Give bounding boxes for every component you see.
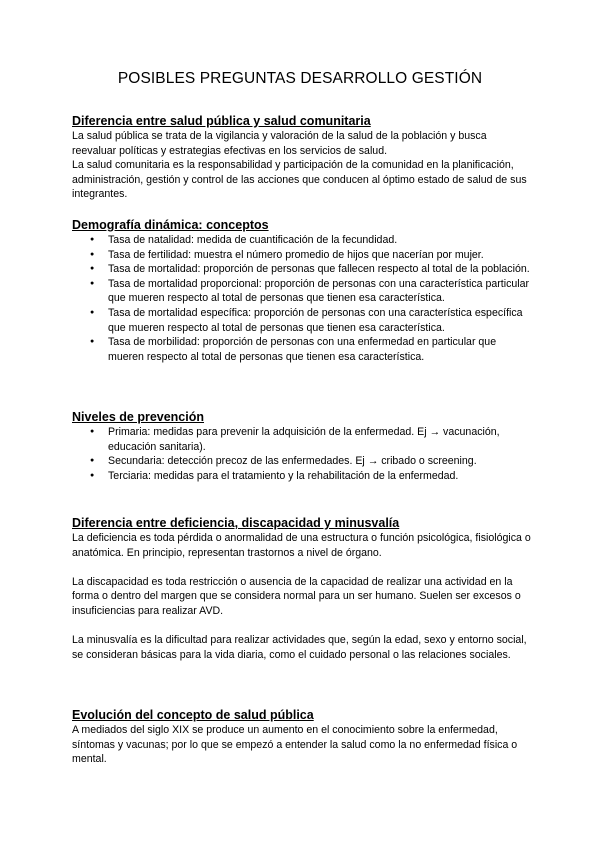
paragraph: La minusvalía es la dificultad para realizar actividades que, según la edad, sexo y entorno social, se consideran básicas para la vida diaria, como el cuidado personal o las relaciones sociales. [72, 634, 527, 661]
section-deficiencia [72, 516, 532, 662]
section-prevencion [72, 410, 532, 483]
paragraph: A mediados del siglo XIX se produce un aumento en el conocimiento sobre la enfermedad, síntomas y vacunas; por lo que se empezó a entender la salud como la no enfermedad física o mental. [72, 724, 518, 766]
paragraph: La salud pública se trata de la vigilancia y valoración de la salud de la población y busca reevaluar políticas y estrategias efectivas en los servicios de salud. [72, 130, 487, 157]
document-title: POSIBLES PREGUNTAS DESARROLLO GESTIÓN [117, 70, 483, 87]
list-item: ● Primaria: medidas para prevenir la adquisición de la enfermedad. Ej → vacunación, educación sanitaria). [72, 425, 532, 454]
section-heading: Demografía dinámica: conceptos [72, 218, 269, 232]
section-heading: Diferencia entre salud pública y salud comunitaria [72, 114, 371, 128]
list-item: ● Tasa de mortalidad específica: proporción de personas con una característica específica que mueren respecto al total de personas que tienen esa característica. [72, 306, 532, 335]
section-evolucion [72, 708, 532, 767]
paragraph: La discapacidad es toda restricción o ausencia de la capacidad de realizar una actividad en la forma o dentro del margen que se considera normal para un ser humano. Suelen ser excesos o insuficiencias para realizar AVD. [72, 575, 521, 617]
section-salud-publica [72, 114, 532, 202]
bullet-list [72, 425, 532, 483]
list-item: ● Tasa de mortalidad proporcional: proporción de personas con una característica particular que mueren respecto al total de personas que tienen esa característica. [72, 277, 532, 306]
bullet-list [72, 233, 532, 364]
paragraph: La salud comunitaria es la responsabilidad y participación de la comunidad en la planificación, administración, gestión y control de las acciones que conducen al óptimo estado de salud de sus integrantes. [72, 159, 527, 201]
list-item: ● Tasa de mortalidad: proporción de personas que fallecen respecto al total de la población. [72, 262, 532, 277]
paragraph: La deficiencia es toda pérdida o anormalidad de una estructura o función psicológica, fisiológica o anatómica. En principio, representan trastornos a nivel de órgano. [72, 532, 531, 559]
list-item: ● Tasa de fertilidad: muestra el número promedio de hijos que nacerían por mujer. [72, 248, 532, 263]
section-heading: Evolución del concepto de salud pública [72, 708, 314, 722]
list-item: ● Terciaria: medidas para el tratamiento y la rehabilitación de la enfermedad. [72, 469, 532, 484]
section-heading: Niveles de prevención [72, 410, 205, 424]
section-demografia [72, 218, 532, 364]
list-item: ● Tasa de morbilidad: proporción de personas con una enfermedad en particular que mueren respecto al total de personas que tienen esa característica. [72, 335, 532, 364]
list-item: ● Tasa de natalidad: medida de cuantificación de la fecundidad. [72, 233, 532, 248]
list-item: ● Secundaria: detección precoz de las enfermedades. Ej → cribado o screening. [72, 454, 532, 469]
section-heading: Diferencia entre deficiencia, discapacidad y minusvalía [72, 516, 400, 530]
